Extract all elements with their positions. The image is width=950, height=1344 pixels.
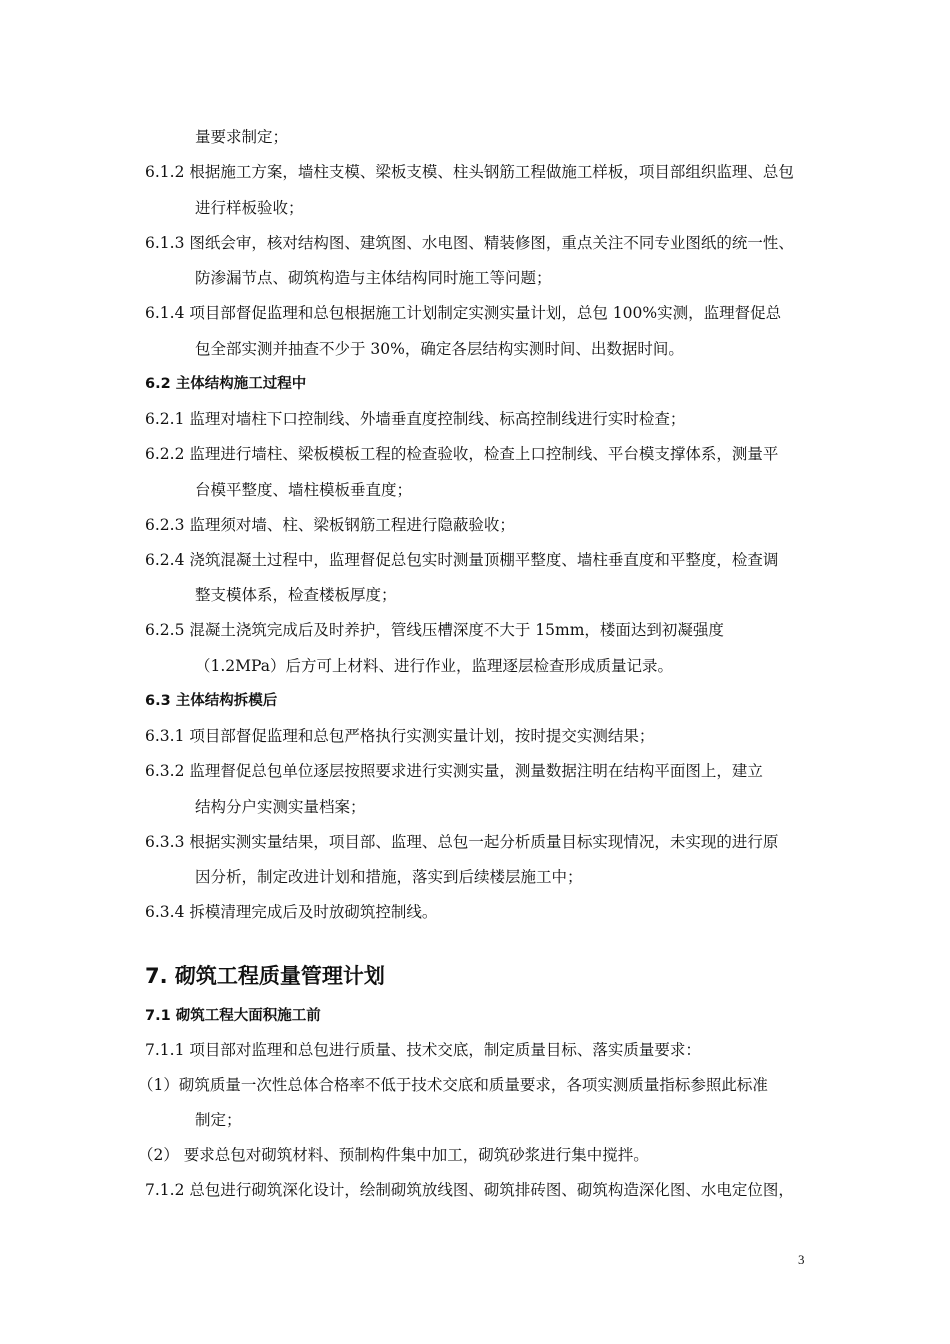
- text-line: 6.3.1 项目部督促监理和总包严格执行实测实量计划，按时提交实测结果；: [145, 727, 655, 745]
- section-heading: 6.3 主体结构拆模后: [145, 693, 278, 709]
- text-line: 量要求制定；: [195, 128, 289, 146]
- text-line: 6.3.3 根据实测实量结果，项目部、监理、总包一起分析质量目标实现情况，未实现的进行原: [145, 833, 779, 851]
- text-line: 6.1.4 项目部督促监理和总包根据施工计划制定实测实量计划，总包 100%实测，监理督促总: [145, 304, 782, 322]
- section-heading: 6.2 主体结构施工过程中: [145, 376, 307, 392]
- text-line: 6.2.4 浇筑混凝土过程中，监理督促总包实时测量顶棚平整度、墙柱垂直度和平整度，检查调: [145, 551, 779, 569]
- text-line: 6.2.2 监理进行墙柱、梁板模板工程的检查验收，检查上口控制线、平台模支撑体系，测量平: [145, 445, 779, 463]
- text-line: 进行样板验收；: [195, 199, 304, 217]
- section-heading: 7.1 砌筑工程大面积施工前: [145, 1008, 321, 1024]
- text-line: 7.1.2 总包进行砌筑深化设计，绘制砌筑放线图、砌筑排砖图、砌筑构造深化图、水电定位图，: [145, 1181, 794, 1199]
- text-line: 6.2.5 混凝土浇筑完成后及时养护，管线压槽深度不大于 15mm，楼面达到初凝强度: [145, 621, 724, 639]
- text-line: 结构分户实测实量档案；: [195, 798, 366, 816]
- chapter-heading: 7. 砌筑工程质量管理计划: [145, 964, 385, 988]
- text-line: 6.1.2 根据施工方案，墙柱支模、梁板支模、柱头钢筋工程做施工样板，项目部组织监理、总包: [145, 163, 794, 181]
- text-line: 包全部实测并抽查不少于 30%，确定各层结构实测时间、出数据时间。: [195, 340, 684, 358]
- text-line: （1.2MPa）后方可上材料、进行作业，监理逐层检查形成质量记录。: [195, 657, 673, 675]
- text-line: 6.1.3 图纸会审，核对结构图、建筑图、水电图、精装修图，重点关注不同专业图纸的统一性、: [145, 234, 794, 252]
- text-line: 6.3.2 监理督促总包单位逐层按照要求进行实测实量，测量数据注明在结构平面图上，建立: [145, 762, 763, 780]
- text-line: （1）砌筑质量一次性总体合格率不低于技术交底和质量要求，各项实测质量指标参照此标准: [138, 1076, 768, 1094]
- text-line: （2） 要求总包对砌筑材料、预制构件集中加工，砌筑砂浆进行集中搅拌。: [138, 1146, 649, 1164]
- text-line: 整支模体系，检查楼板厚度；: [195, 586, 397, 604]
- text-line: 6.2.3 监理须对墙、柱、梁板钢筋工程进行隐蔽验收；: [145, 516, 515, 534]
- text-line: 因分析，制定改进计划和措施，落实到后续楼层施工中；: [195, 868, 583, 886]
- text-line: 防渗漏节点、砌筑构造与主体结构同时施工等问题；: [195, 269, 552, 287]
- text-line: 6.2.1 监理对墙柱下口控制线、外墙垂直度控制线、标高控制线进行实时检查；: [145, 410, 686, 428]
- text-line: 台模平整度、墙柱模板垂直度；: [195, 481, 413, 499]
- text-line: 制定；: [195, 1111, 242, 1129]
- page-number: 3: [798, 1252, 805, 1267]
- text-line: 6.3.4 拆模清理完成后及时放砌筑控制线。: [145, 903, 438, 921]
- text-line: 7.1.1 项目部对监理和总包进行质量、技术交底，制定质量目标、落实质量要求：: [145, 1041, 701, 1059]
